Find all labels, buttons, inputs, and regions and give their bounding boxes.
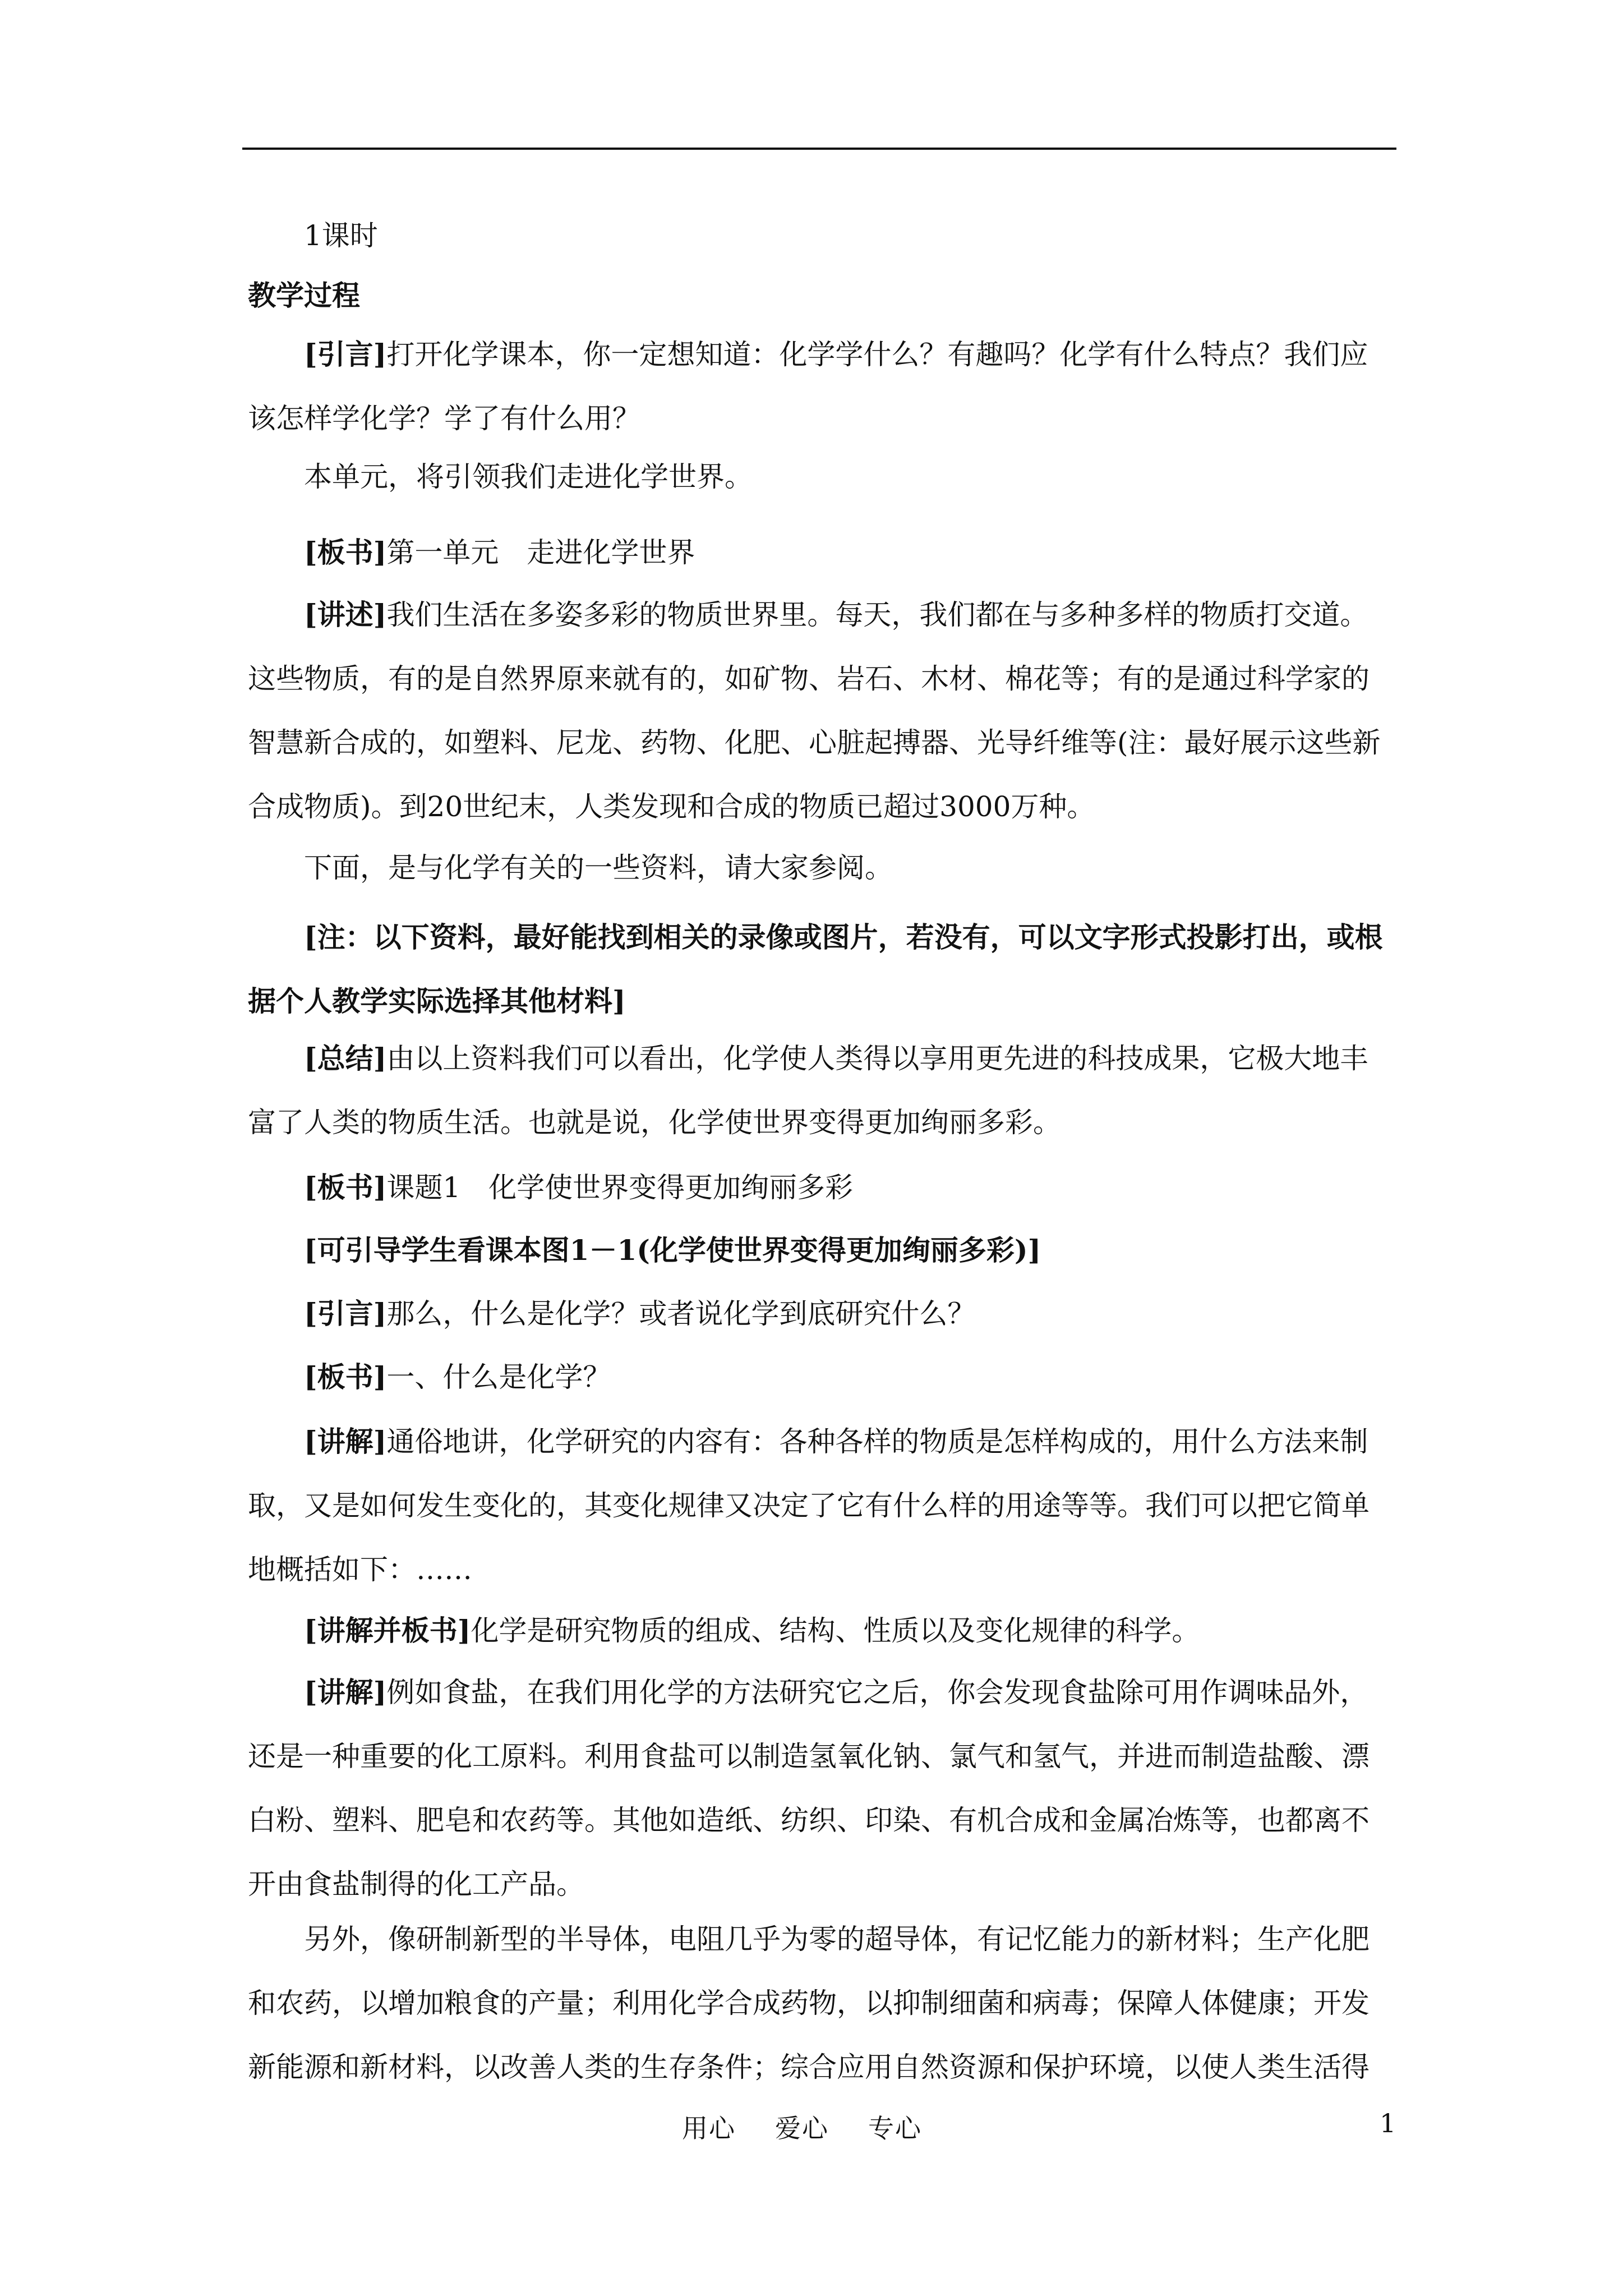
paragraph — [248, 1218, 1392, 1282]
paragraph-tag: [引言] — [304, 1297, 387, 1330]
paragraph — [248, 445, 1392, 509]
footer-word: 用心 — [682, 2113, 736, 2143]
paragraph-tag: [引言] — [304, 338, 387, 371]
paragraph-tag: [讲解并板书] — [304, 1614, 471, 1647]
paragraph — [248, 583, 1392, 839]
paragraph — [248, 1345, 1392, 1409]
paragraph — [248, 1599, 1392, 1663]
paragraph-tag: [板书] — [304, 536, 387, 569]
paragraph-text: 本单元，将引领我们走进化学世界。 — [304, 461, 753, 493]
paragraph-text: 通俗地讲，化学研究的内容有：各种各样的物质是怎样构成的，用什么方法来制取，又是如何发生变化的，其变化规律又决定了它有什么样的用途等等。我们可以把它简单地概括如下：…… — [248, 1425, 1370, 1586]
paragraph-tag: [讲述] — [304, 598, 387, 631]
footer-word: 专心 — [868, 2113, 922, 2143]
paragraph-text: 另外，像研制新型的半导体，电阻几乎为零的超导体，有记忆能力的新材料；生产化肥和农药，以增加粮食的产量；利用化学合成药物，以抑制细菌和病毒；保障人体健康；开发新能源和新材料，以改善人类的生存条件；综合应用自然资源和保护环境，以使人类生活得 — [248, 1923, 1370, 2083]
paragraph-text: 我们生活在多姿多彩的物质世界里。每天，我们都在与多种多样的物质打交道。这些物质，有的是自然界原来就有的，如矿物、岩石、木材、棉花等；有的是通过科学家的智慧新合成的，如塑料、尼龙、药物、化肥、心脏起搏器、光导纤维等(注：最好展示这些新合成物质)。到20世纪末，人类发现和合成的物质已超过3000万种。 — [248, 599, 1381, 823]
paragraph-tag: [板书] — [304, 1171, 387, 1204]
paragraph-text: 一、什么是化学？ — [386, 1361, 611, 1393]
paragraph-note: [注：以下资料，最好能找到相关的录像或图片，若没有，可以文字形式投影打出，或根据个人教学实际选择其他材料] — [248, 921, 1383, 1018]
section-heading: 教学过程 — [248, 279, 360, 312]
paragraph — [248, 905, 1392, 1033]
paragraph-tag: [板书] — [304, 1360, 387, 1393]
paragraph — [248, 1907, 1392, 2099]
paragraph-text: 那么，什么是化学？或者说化学到底研究什么？ — [386, 1297, 976, 1330]
paragraph — [248, 836, 1392, 900]
paragraph-text: 打开化学课本，你一定想知道：化学学什么？有趣吗？化学有什么特点？我们应该怎样学化学？学了有什么用？ — [248, 338, 1368, 435]
paragraph — [248, 521, 1392, 585]
paragraph — [248, 1282, 1392, 1346]
session-line: 1课时 — [304, 219, 378, 252]
paragraph-text: 由以上资料我们可以看出，化学使人类得以享用更先进的科技成果，它极大地丰富了人类的物质生活。也就是说，化学使世界变得更加绚丽多彩。 — [248, 1042, 1368, 1139]
page-number: 1 — [1380, 2108, 1396, 2138]
paragraph-text: 课题1 化学使世界变得更加绚丽多彩 — [386, 1171, 854, 1204]
header-rule — [242, 148, 1396, 150]
paragraph — [248, 1660, 1392, 1916]
paragraph-text: 例如食盐，在我们用化学的方法研究它之后，你会发现食盐除可用作调味品外，还是一种重要的化工原料。利用食盐可以制造氢氧化钠、氯气和氢气，并进而制造盐酸、漂白粉、塑料、肥皂和农药等。其他如造纸、纺织、印染、有机合成和金属冶炼等，也都离不开由食盐制得的化工产品。 — [248, 1676, 1370, 1901]
footer-word: 爱心 — [775, 2113, 829, 2143]
paragraph-text: 化学是研究物质的组成、结构、性质以及变化规律的科学。 — [471, 1614, 1200, 1647]
paragraph-text: 第一单元 走进化学世界 — [386, 536, 695, 569]
paragraph-tag: [讲解] — [304, 1676, 387, 1709]
paragraph — [248, 323, 1392, 450]
paragraph — [248, 1027, 1392, 1154]
footer-motto — [682, 2108, 961, 2145]
paragraph — [248, 1156, 1392, 1220]
paragraph-text: 下面，是与化学有关的一些资料，请大家参阅。 — [304, 852, 893, 884]
paragraph-tag: [总结] — [304, 1042, 387, 1075]
paragraph — [248, 1410, 1392, 1602]
paragraph-note: [可引导学生看课本图1－1(化学使世界变得更加绚丽多彩)] — [304, 1234, 1041, 1267]
paragraph-tag: [讲解] — [304, 1425, 387, 1458]
